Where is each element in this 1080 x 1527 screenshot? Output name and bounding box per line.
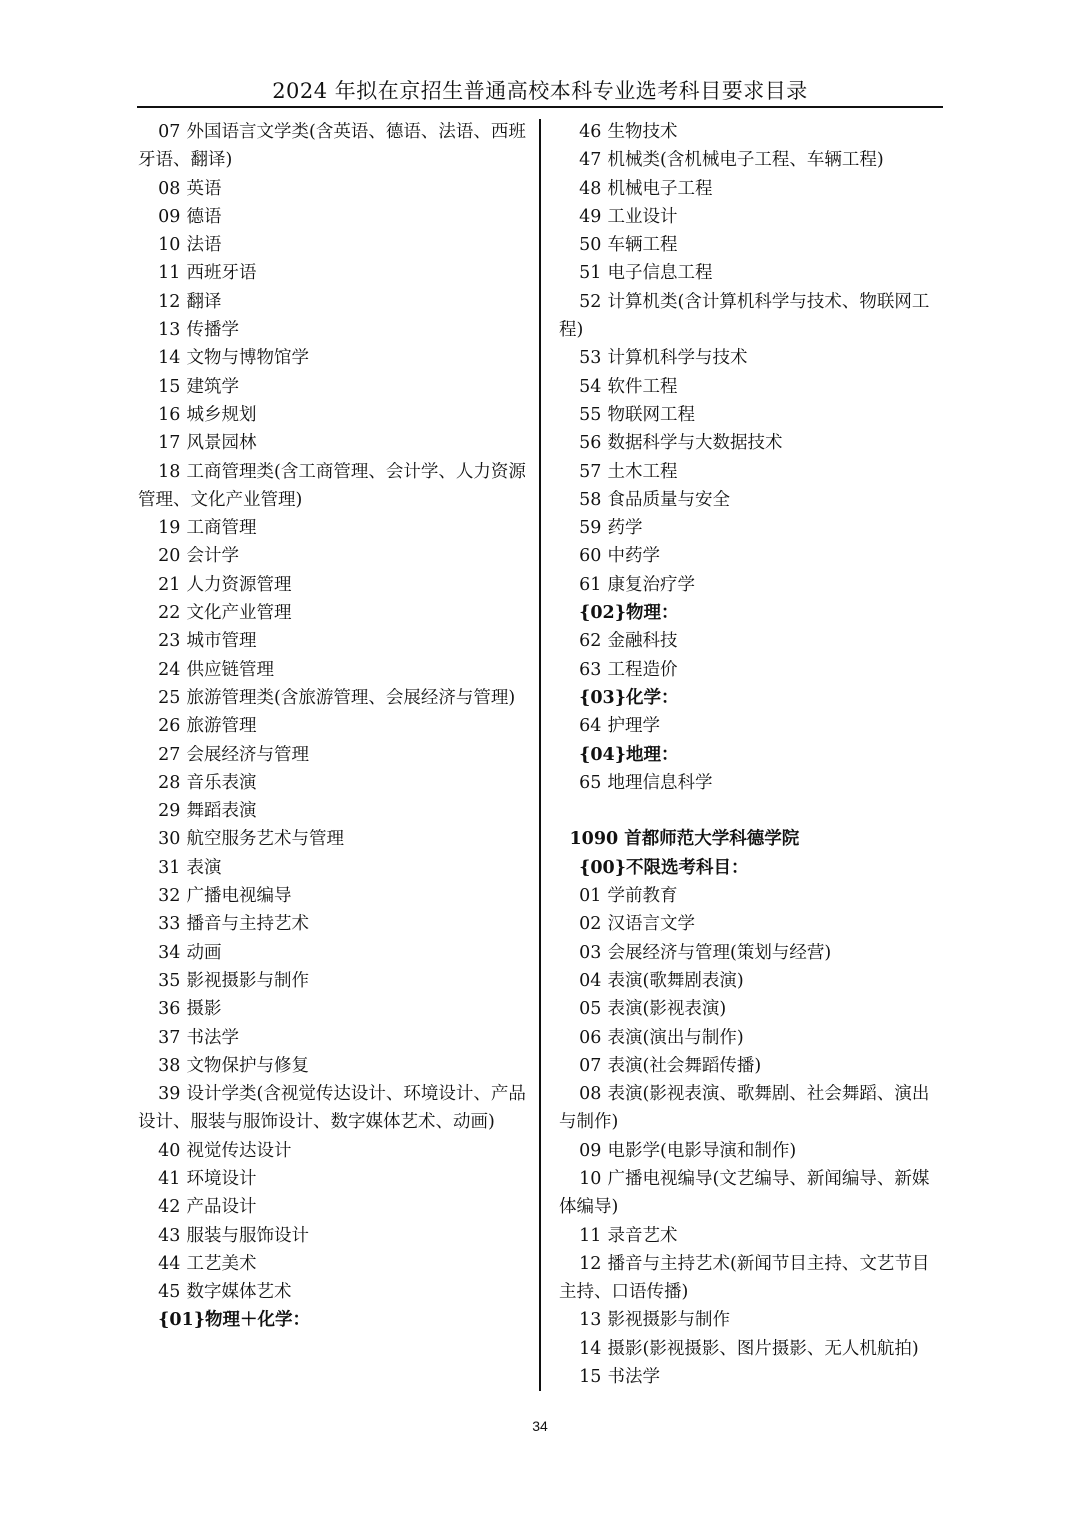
- major-item: [138, 741, 526, 769]
- major-code: 65: [579, 772, 602, 793]
- major-name: 计算机科学与技术: [607, 348, 748, 369]
- major-code: 10: [158, 235, 181, 256]
- major-item: [559, 1250, 943, 1307]
- major-name: 产品设计: [186, 1197, 257, 1218]
- major-item: [559, 1335, 943, 1363]
- major-item: [138, 854, 526, 882]
- major-name: 供应链管理: [186, 659, 275, 680]
- major-name: 城乡规划: [186, 404, 257, 425]
- major-item: [138, 910, 526, 938]
- major-name: 摄影: [186, 999, 222, 1020]
- major-code: 61: [579, 574, 602, 595]
- major-name: 数据科学与大数据技术: [607, 433, 783, 454]
- major-code: 56: [579, 433, 602, 454]
- major-name: 金融科技: [607, 631, 678, 652]
- major-name: 旅游管理: [186, 716, 257, 737]
- major-code: 22: [158, 603, 181, 624]
- major-item: [138, 1080, 526, 1137]
- major-name: 药学: [607, 518, 643, 539]
- major-item: [138, 203, 526, 231]
- major-name: 动画: [186, 942, 222, 963]
- major-code: 59: [579, 518, 602, 539]
- major-code: 13: [579, 1310, 602, 1331]
- major-item: [138, 542, 526, 570]
- major-item: [559, 118, 943, 146]
- major-name: 表演(演出与制作): [607, 1027, 744, 1048]
- major-item: [559, 542, 943, 570]
- major-item: [559, 344, 943, 372]
- major-item: [559, 203, 943, 231]
- major-code: 63: [579, 659, 602, 680]
- major-name: 播音与主持艺术: [186, 914, 310, 935]
- major-code: 33: [158, 914, 181, 935]
- major-code: 07: [158, 122, 181, 142]
- major-code: 36: [158, 999, 181, 1020]
- major-code: 11: [579, 1225, 602, 1246]
- major-code: 32: [158, 886, 181, 907]
- major-code: 58: [579, 489, 602, 510]
- major-name: 机械类(含机械电子工程、车辆工程): [607, 150, 884, 171]
- major-name: 视觉传达设计: [186, 1140, 292, 1161]
- major-item: [559, 231, 943, 259]
- major-item: [138, 1222, 526, 1250]
- major-item: [138, 967, 526, 995]
- major-code: 02: [579, 914, 602, 935]
- major-name: 风景园林: [186, 433, 257, 454]
- major-name: 会展经济与管理: [186, 744, 310, 765]
- major-name: 物联网工程: [607, 404, 696, 425]
- major-code: 29: [158, 801, 181, 822]
- major-item: [138, 712, 526, 740]
- major-item: [138, 797, 526, 825]
- major-code: 57: [579, 461, 602, 482]
- major-name: 英语: [186, 178, 222, 199]
- major-name: 书法学: [607, 1367, 661, 1388]
- major-code: 09: [579, 1140, 602, 1161]
- major-name: 旅游管理类(含旅游管理、会展经济与管理): [186, 687, 516, 708]
- major-name: 音乐表演: [186, 772, 257, 793]
- major-code: 31: [158, 857, 181, 878]
- major-item: [138, 401, 526, 429]
- major-item: [559, 1306, 943, 1334]
- major-code: 40: [158, 1140, 181, 1161]
- major-code: 60: [579, 546, 602, 567]
- major-item: [138, 627, 526, 655]
- major-name: 书法学: [186, 1027, 240, 1048]
- blank-line: [559, 797, 943, 825]
- major-code: 07: [579, 1055, 602, 1076]
- major-name: 会展经济与管理(策划与经营): [607, 942, 832, 963]
- major-name: 工商管理: [186, 518, 257, 539]
- major-name: 电影学(电影导演和制作): [607, 1140, 797, 1161]
- major-item: [559, 288, 943, 345]
- major-item: [559, 769, 943, 797]
- major-name: 表演(歌舞剧表演): [607, 970, 744, 991]
- major-code: 34: [158, 942, 181, 963]
- major-name: 计算机类(含计算机科学与技术、物联网工程): [559, 291, 930, 341]
- major-item: [138, 373, 526, 401]
- right-column: [559, 118, 943, 1391]
- header-rule: [137, 106, 943, 108]
- page-header-title: 2024 年拟在京招生普通高校本科专业选考科目要求目录: [272, 79, 808, 103]
- major-name: 影视摄影与制作: [186, 970, 310, 991]
- major-item: [559, 910, 943, 938]
- major-code: 10: [579, 1168, 602, 1189]
- major-item: [138, 1024, 526, 1052]
- major-item: [559, 175, 943, 203]
- major-name: 广播电视编导: [186, 886, 292, 907]
- major-name: 生物技术: [607, 122, 678, 142]
- major-code: 49: [579, 206, 602, 227]
- major-item: [559, 401, 943, 429]
- major-name: 文物与博物馆学: [186, 348, 310, 369]
- major-code: 55: [579, 404, 602, 425]
- major-name: 西班牙语: [186, 263, 257, 284]
- major-code: 08: [158, 178, 181, 199]
- major-code: 39: [158, 1084, 181, 1105]
- major-code: 24: [158, 659, 181, 680]
- major-item: [559, 627, 943, 655]
- major-name: 摄影(影视摄影、图片摄影、无人机航拍): [607, 1338, 919, 1359]
- major-item: [559, 882, 943, 910]
- major-item: [138, 1052, 526, 1080]
- left-column: [138, 118, 526, 1335]
- major-code: 35: [158, 970, 181, 991]
- major-item: [138, 429, 526, 457]
- major-name: 环境设计: [186, 1168, 257, 1189]
- major-name: 舞蹈表演: [186, 801, 257, 822]
- major-code: 18: [158, 461, 181, 482]
- major-item: [138, 1137, 526, 1165]
- major-item: [138, 769, 526, 797]
- major-name: 广播电视编导(文艺编导、新闻编导、新媒体编导): [559, 1168, 930, 1218]
- major-item: [559, 1052, 943, 1080]
- major-name: 人力资源管理: [186, 574, 292, 595]
- major-code: 28: [158, 772, 181, 793]
- major-item: [559, 995, 943, 1023]
- major-name: 学前教育: [607, 886, 678, 907]
- major-item: [559, 1024, 943, 1052]
- major-code: 08: [579, 1084, 602, 1105]
- subject-requirement-heading: {03}化学：: [579, 687, 679, 708]
- major-item: [138, 825, 526, 853]
- major-code: 20: [158, 546, 181, 567]
- major-item: [559, 656, 943, 684]
- major-item: [138, 514, 526, 542]
- major-code: 30: [158, 829, 181, 850]
- subject-requirement-heading: {04}地理：: [579, 744, 679, 765]
- major-item: [559, 458, 943, 486]
- school-heading: 1090 首都师范大学科德学院: [569, 829, 800, 850]
- major-name: 土木工程: [607, 461, 678, 482]
- major-item: [138, 599, 526, 627]
- major-item: [138, 288, 526, 316]
- major-code: 38: [158, 1055, 181, 1076]
- major-code: 03: [579, 942, 602, 963]
- major-name: 表演(影视表演): [607, 999, 727, 1020]
- major-code: 62: [579, 631, 602, 652]
- major-name: 设计学类(含视觉传达设计、环境设计、产品设计、服装与服饰设计、数字媒体艺术、动画): [138, 1084, 526, 1133]
- major-code: 15: [579, 1367, 602, 1388]
- major-item: [138, 995, 526, 1023]
- subject-requirement-heading: {00}不限选考科目：: [579, 857, 749, 878]
- major-item: [138, 259, 526, 287]
- major-code: 15: [158, 376, 181, 397]
- major-name: 服装与服饰设计: [186, 1225, 310, 1246]
- major-code: 50: [579, 235, 602, 256]
- major-code: 46: [579, 122, 602, 142]
- major-item: [138, 684, 526, 712]
- major-code: 17: [158, 433, 181, 454]
- major-name: 传播学: [186, 320, 240, 341]
- major-name: 表演(影视表演、歌舞剧、社会舞蹈、演出与制作): [559, 1084, 930, 1133]
- major-item: [559, 429, 943, 457]
- major-code: 53: [579, 348, 602, 369]
- major-item: [559, 1222, 943, 1250]
- major-code: 47: [579, 150, 602, 171]
- major-code: 06: [579, 1027, 602, 1048]
- major-name: 电子信息工程: [607, 263, 713, 284]
- major-code: 12: [158, 291, 181, 312]
- major-item: [138, 316, 526, 344]
- major-item: [138, 458, 526, 515]
- subject-requirement-heading: {01}物理＋化学：: [158, 1310, 310, 1331]
- major-code: 14: [579, 1338, 602, 1359]
- major-code: 54: [579, 376, 602, 397]
- major-code: 16: [158, 404, 181, 425]
- column-divider: [539, 119, 541, 1391]
- major-item: [559, 1165, 943, 1222]
- major-code: 51: [579, 263, 602, 284]
- major-name: 会计学: [186, 546, 240, 567]
- major-name: 录音艺术: [607, 1225, 678, 1246]
- major-code: 43: [158, 1225, 181, 1246]
- major-name: 数字媒体艺术: [186, 1282, 292, 1303]
- major-code: 04: [579, 970, 602, 991]
- major-item: [138, 571, 526, 599]
- major-code: 27: [158, 744, 181, 765]
- major-code: 12: [579, 1253, 602, 1274]
- major-code: 01: [579, 886, 602, 907]
- major-name: 软件工程: [607, 376, 678, 397]
- major-item: [138, 118, 526, 175]
- major-item: [138, 1250, 526, 1278]
- major-item: [559, 1080, 943, 1137]
- major-code: 37: [158, 1027, 181, 1048]
- subject-requirement-heading: {02}物理：: [579, 603, 679, 624]
- major-item: [138, 939, 526, 967]
- major-item: [138, 882, 526, 910]
- major-code: 45: [158, 1282, 181, 1303]
- major-code: 19: [158, 518, 181, 539]
- major-name: 城市管理: [186, 631, 257, 652]
- major-name: 护理学: [607, 716, 661, 737]
- major-name: 工艺美术: [186, 1253, 257, 1274]
- major-name: 影视摄影与制作: [607, 1310, 731, 1331]
- major-name: 康复治疗学: [607, 574, 696, 595]
- major-item: [559, 712, 943, 740]
- major-name: 表演(社会舞蹈传播): [607, 1055, 762, 1076]
- major-code: 13: [158, 320, 181, 341]
- major-name: 文物保护与修复: [186, 1055, 310, 1076]
- major-code: 25: [158, 687, 181, 708]
- major-code: 26: [158, 716, 181, 737]
- major-code: 23: [158, 631, 181, 652]
- major-name: 汉语言文学: [607, 914, 696, 935]
- major-item: [138, 175, 526, 203]
- major-name: 外国语言文学类(含英语、德语、法语、西班牙语、翻译): [138, 122, 526, 171]
- major-code: 41: [158, 1168, 181, 1189]
- major-code: 14: [158, 348, 181, 369]
- major-item: [559, 514, 943, 542]
- major-name: 工业设计: [607, 206, 678, 227]
- major-name: 翻译: [186, 291, 222, 312]
- major-name: 食品质量与安全: [607, 489, 731, 510]
- major-code: 09: [158, 206, 181, 227]
- major-code: 05: [579, 999, 602, 1020]
- major-item: [138, 1165, 526, 1193]
- major-name: 航空服务艺术与管理: [186, 829, 345, 850]
- major-item: [138, 231, 526, 259]
- major-code: 21: [158, 574, 181, 595]
- major-item: [559, 571, 943, 599]
- major-item: [559, 939, 943, 967]
- major-item: [559, 373, 943, 401]
- major-code: 52: [579, 291, 602, 312]
- major-code: 44: [158, 1253, 181, 1274]
- major-code: 42: [158, 1197, 181, 1218]
- major-item: [559, 967, 943, 995]
- major-item: [559, 259, 943, 287]
- major-item: [138, 1193, 526, 1221]
- major-name: 法语: [186, 235, 222, 256]
- major-name: 德语: [186, 206, 222, 227]
- major-name: 地理信息科学: [607, 772, 713, 793]
- major-item: [559, 1363, 943, 1391]
- major-item: [559, 146, 943, 174]
- major-item: [138, 344, 526, 372]
- major-code: 11: [158, 263, 181, 284]
- major-item: [559, 1137, 943, 1165]
- major-name: 工商管理类(含工商管理、会计学、人力资源管理、文化产业管理): [138, 461, 526, 510]
- major-item: [559, 486, 943, 514]
- major-name: 表演: [186, 857, 222, 878]
- major-code: 48: [579, 178, 602, 199]
- major-item: [138, 656, 526, 684]
- page-number: 34: [532, 1418, 548, 1434]
- major-name: 工程造价: [607, 659, 678, 680]
- major-item: [138, 1278, 526, 1306]
- major-name: 中药学: [607, 546, 661, 567]
- major-name: 播音与主持艺术(新闻节目主持、文艺节目主持、口语传播): [559, 1253, 930, 1303]
- major-name: 文化产业管理: [186, 603, 292, 624]
- major-name: 车辆工程: [607, 235, 678, 256]
- major-code: 64: [579, 716, 602, 737]
- major-name: 建筑学: [186, 376, 240, 397]
- major-name: 机械电子工程: [607, 178, 713, 199]
